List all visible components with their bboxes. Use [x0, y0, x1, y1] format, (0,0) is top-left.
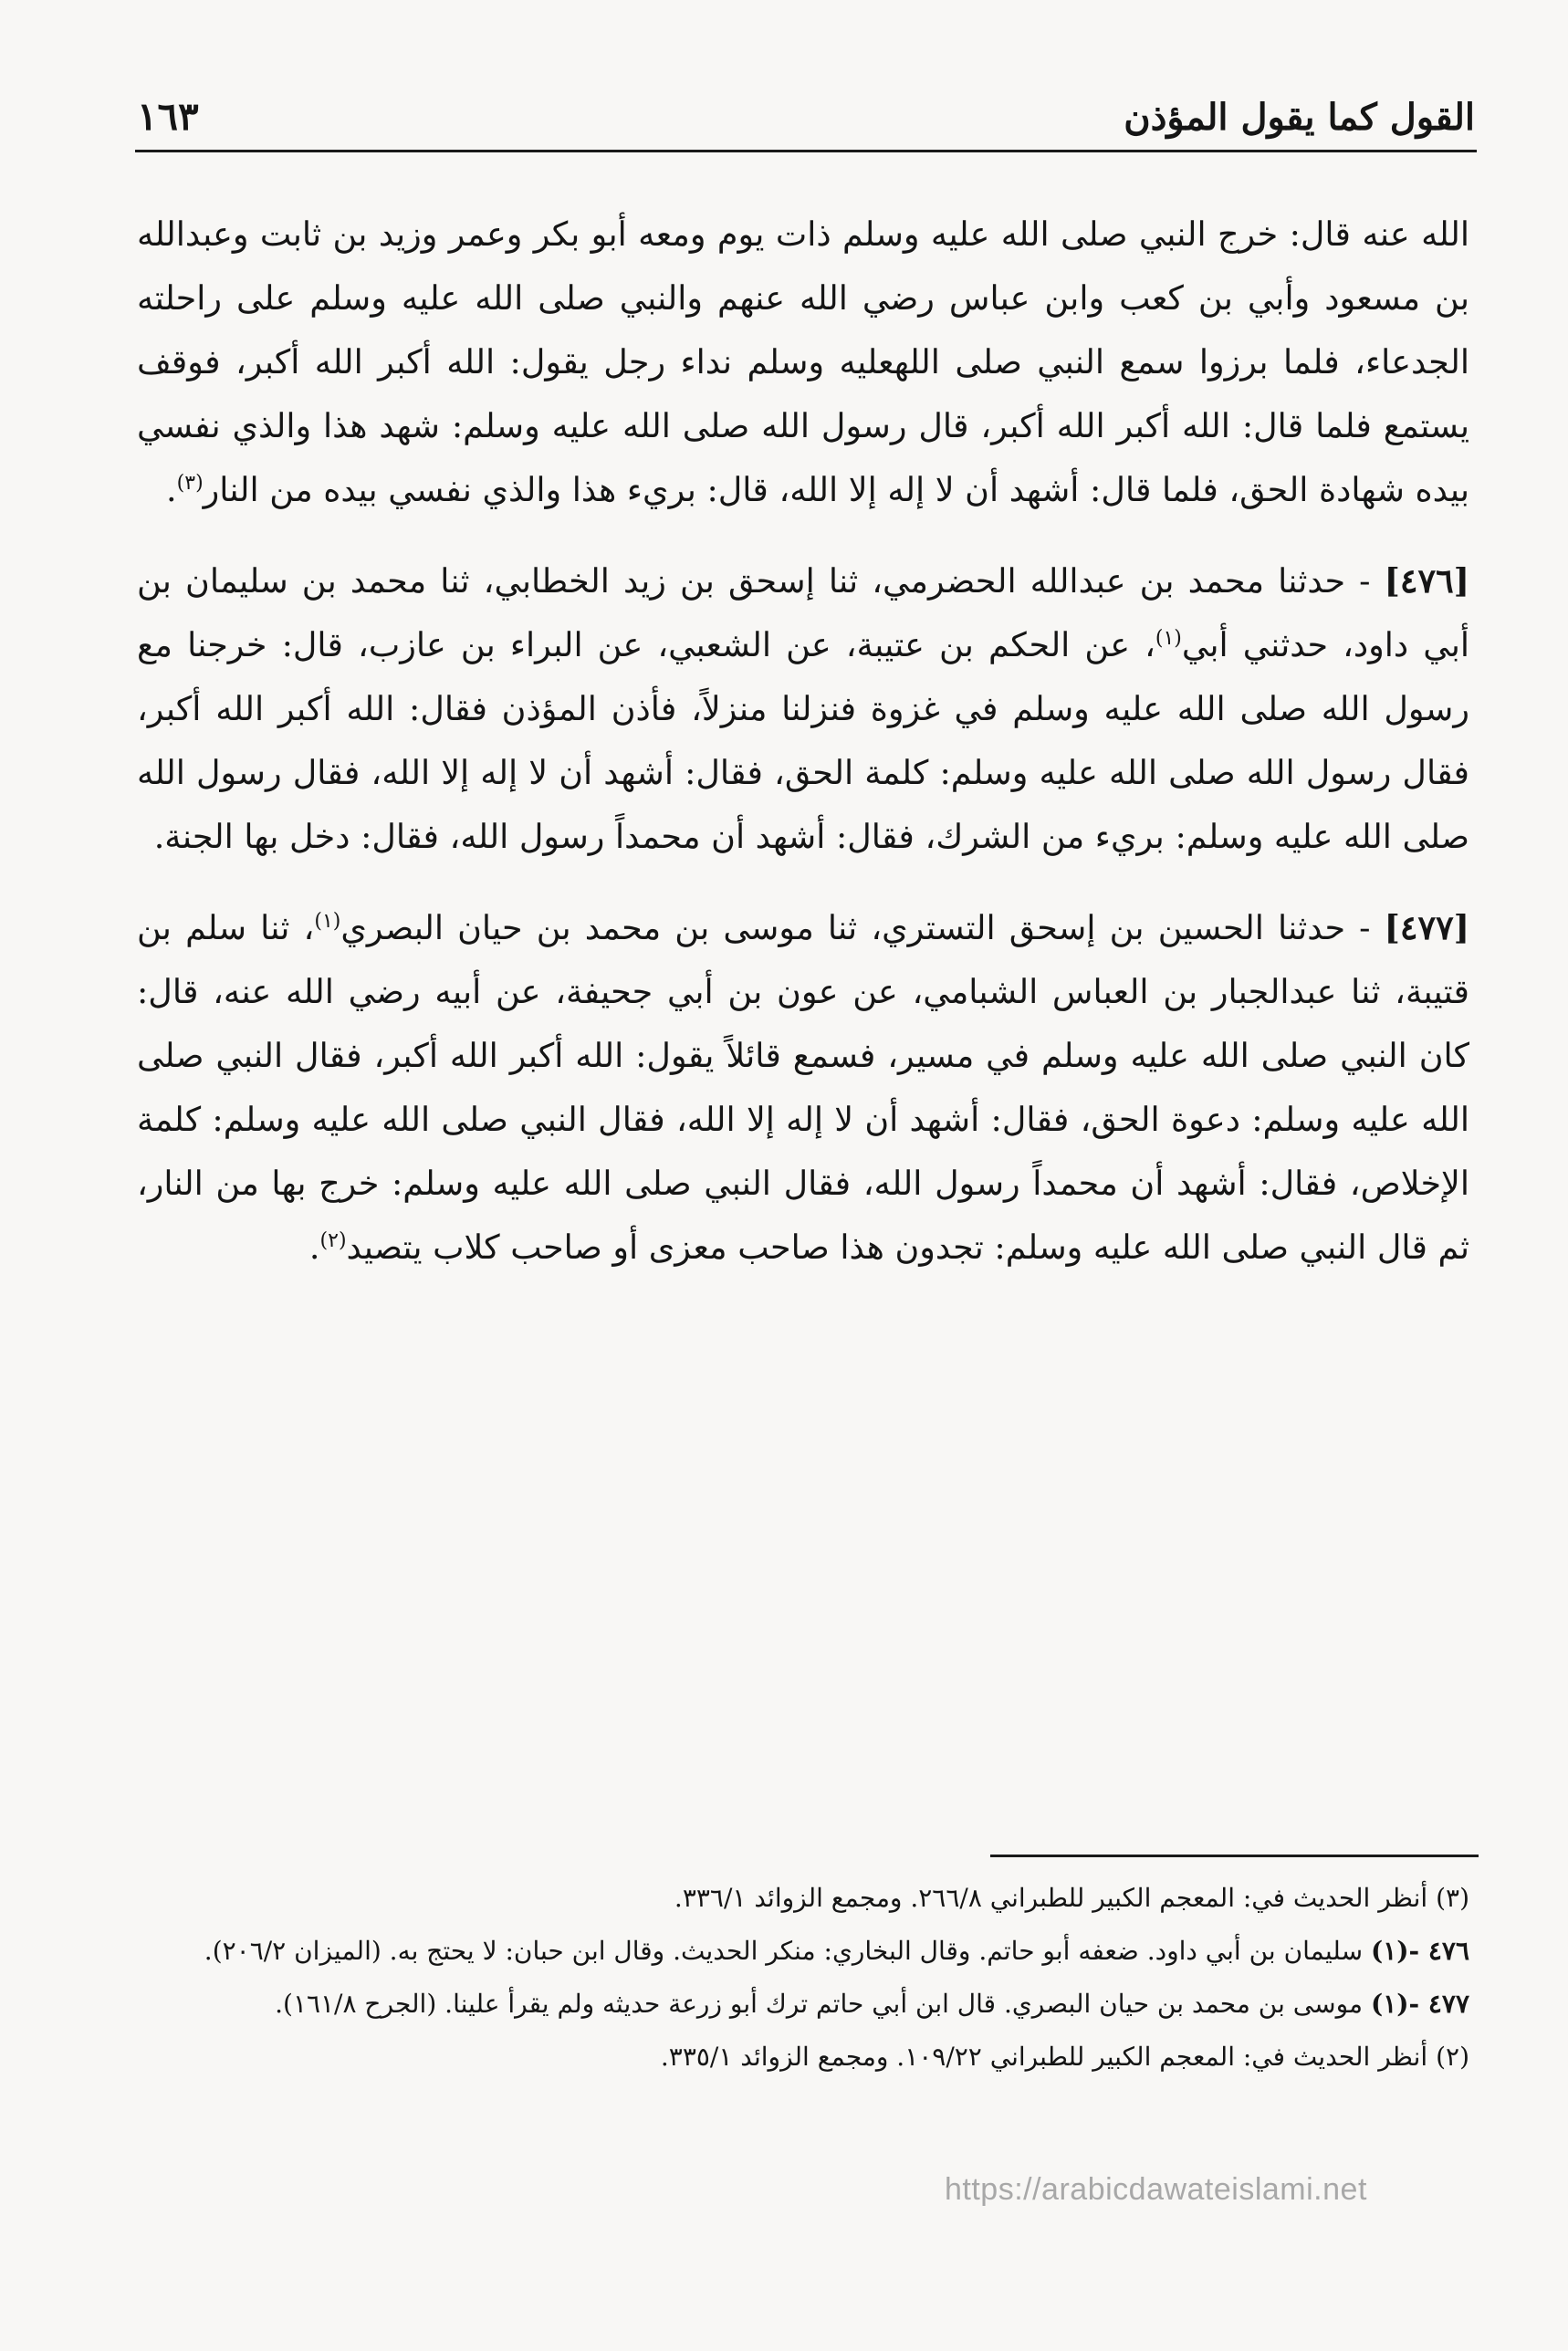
hadith-476-text: - حدثنا محمد بن عبدالله الحضرمي، ثنا إسحق بن زيد الخطابي، ثنا محمد بن سليمان بن أبي داود، حدثني أبي — [137, 561, 1469, 664]
page-number: ١٦٣ — [137, 94, 199, 139]
paragraph-1 — [137, 203, 1469, 522]
hadith-477-end: . — [308, 1228, 320, 1267]
hadith-476 — [137, 549, 1469, 869]
footnote-marker-2: (٢) — [319, 1228, 347, 1252]
hadith-477-text: - حدثنا الحسين بن إسحق التستري، ثنا موسى بن محمد بن حيان البصري — [340, 908, 1371, 947]
footnote-3: (٣) أنظر الحديث في: المعجم الكبير للطبراني ٢٦٦/٨. ومجمع الزوائد ٣٣٦/١. — [674, 1883, 1469, 1913]
footnote-476-text: سليمان بن أبي داود. ضعفه أبو حاتم. وقال البخاري: منكر الحديث. وقال ابن حبان: لا يحتج به. (الميزان ٢٠٦/٢). — [204, 1936, 1364, 1966]
running-header — [137, 80, 1475, 139]
hadith-477 — [137, 896, 1469, 1280]
paragraph-1-text: الله عنه قال: خرج النبي صلى الله عليه وسلم ذات يوم ومعه أبو بكر وعمر وزيد بن ثابت وعبدالله بن مسعود وأبي بن كعب وابن عباس رضي الله عنهم والنبي صلى الله عليه وسلم على راحلته الجدعاء، فلما برزوا سمع النبي صلى اللهعليه وسلم نداء رجل يقول: الله أكبر الله أكبر، فوقف يستمع فلما قال: الله أكبر الله أكبر، قال رسول الله صلى الله عليه وسلم: شهد هذا والذي نفسي بيده شهادة الحق، فلما قال: أشهد أن لا إله إلا الله، قال: بريء هذا والذي نفسي بيده من النار — [137, 214, 1469, 509]
paragraph-1-end: . — [166, 470, 177, 509]
header-divider — [135, 150, 1477, 152]
footnote-477-text: موسى بن محمد بن حيان البصري. قال ابن أبي حاتم ترك أبو زرعة حديثه ولم يقرأ علينا. (الجرح ١٦١/٨). — [275, 1989, 1364, 2019]
footnote-marker-1: (١) — [1155, 626, 1182, 650]
footnote-476-1 — [137, 1926, 1469, 1977]
footnote-marker-1b: (١) — [314, 909, 341, 933]
footnote-2: (٢) أنظر الحديث في: المعجم الكبير للطبراني ١٠٩/٢٢. ومجمع الزوائد ٣٣٥/١. — [660, 2042, 1469, 2072]
watermark: https://arabicdawateislami.net — [945, 2172, 1367, 2207]
running-title: القول كما يقول المؤذن — [1124, 96, 1475, 139]
footnote-477-ref: ٤٧٧ -(١) — [1370, 1989, 1469, 2019]
hadith-476-rest: ، عن الحكم بن عتيبة، عن الشعبي، عن البراء بن عازب، قال: خرجنا مع رسول الله صلى الله عليه وسلم في غزوة فنزلنا منزلاً، فأذن المؤذن فقال: الله أكبر الله أكبر، فقال رسول الله صلى الله عليه وسلم: كلمة الحق، فقال: أشهد أن لا إله إلا الله، فقال رسول الله صلى الله عليه وسلم: بريء من الشرك، فقال: أشهد أن محمداً رسول الله، فقال: دخل بها الجنة. — [137, 625, 1469, 856]
hadith-number-476: [٤٧٦] — [1384, 561, 1469, 601]
footnote-marker-3: (٣) — [176, 471, 204, 495]
hadith-number-477: [٤٧٧] — [1384, 908, 1469, 947]
main-text — [137, 203, 1469, 1307]
footnotes — [137, 1873, 1469, 2085]
hadith-477-rest: ، ثنا سلم بن قتيبة، ثنا عبدالجبار بن العباس الشبامي، عن عون بن أبي جحيفة، عن أبيه رضي الله عنه، قال: كان النبي صلى الله عليه وسلم في مسير، فسمع قائلاً يقول: الله أكبر الله أكبر، فقال النبي صلى الله عليه وسلم: دعوة الحق، فقال: أشهد أن لا إله إلا الله، فقال النبي صلى الله عليه وسلم: كلمة الإخلاص، فقال: أشهد أن محمداً رسول الله، فقال النبي صلى الله عليه وسلم: خرج بها من النار، ثم قال النبي صلى الله عليه وسلم: تجدون هذا صاحب معزى أو صاحب كلاب يتصيد — [137, 908, 1469, 1267]
footnote-476-ref: ٤٧٦ -(١) — [1370, 1936, 1469, 1966]
footnote-divider — [990, 1855, 1479, 1857]
footnote-477-1 — [137, 1979, 1469, 2030]
